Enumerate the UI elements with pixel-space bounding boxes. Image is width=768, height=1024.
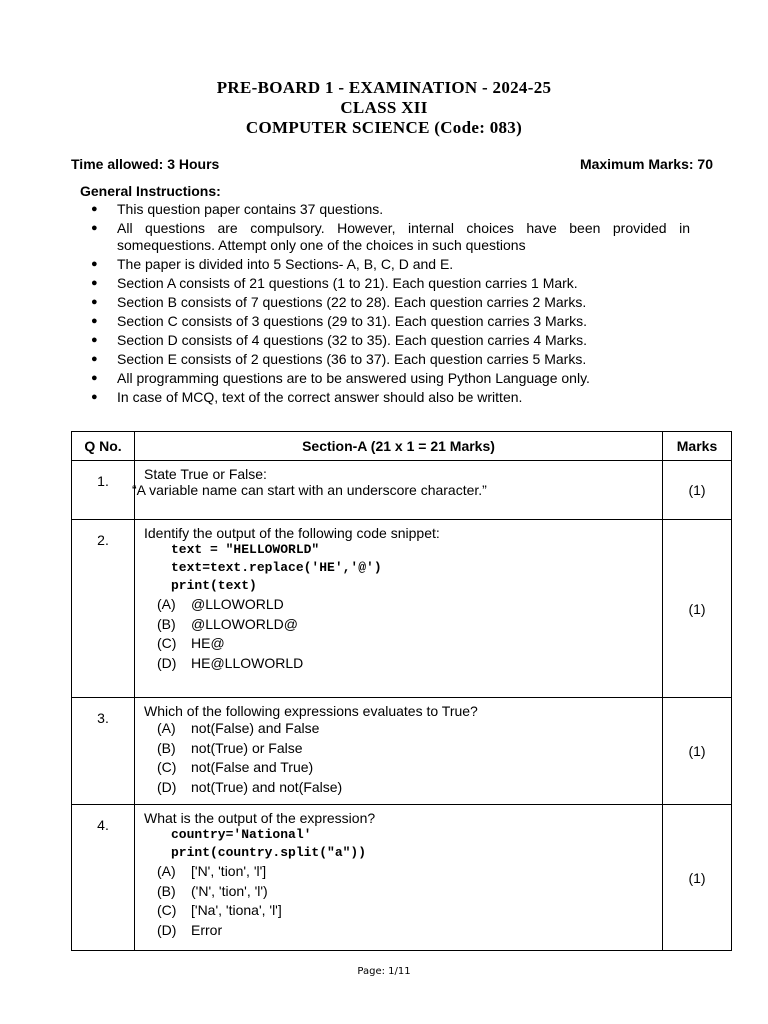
question-body	[135, 698, 663, 805]
code-line: text=text.replace('HE','@')	[171, 560, 382, 575]
option	[144, 901, 654, 921]
option-text: HE@LLOWORLD	[191, 654, 304, 671]
class-title: CLASS XII	[340, 98, 428, 117]
question-row-3	[72, 698, 732, 805]
option-text: Error	[191, 921, 223, 938]
question-marks: (1)	[663, 461, 732, 520]
option-text: ['Na', 'tiona', 'l']	[191, 902, 282, 918]
question-number: 1.	[72, 461, 135, 520]
section-header: Section-A (21 x 1 = 21 Marks)	[135, 432, 663, 461]
question-text: Which of the following expressions evaluates to True?	[144, 703, 478, 719]
question-table	[71, 431, 732, 951]
option-label: (A)	[157, 720, 176, 736]
question-marks: (1)	[663, 520, 732, 698]
question-marks: (1)	[663, 698, 732, 805]
maximum-marks: Maximum Marks: 70	[579, 156, 713, 172]
question-number: 3.	[72, 698, 135, 805]
question-text: State True or False:	[144, 466, 267, 482]
question-number: 4.	[72, 805, 135, 951]
instruction-item: ● The paper is divided into 5 Sections- A, B, C, D and E.	[80, 256, 690, 273]
question-marks: (1)	[663, 805, 732, 951]
option-text: @LLOWORLD@	[191, 615, 298, 632]
question-text: Identify the output of the following code snippet:	[144, 525, 440, 541]
instruction-item: ● Section A consists of 21 questions (1 to 21). Each question carries 1 Mark.	[80, 275, 690, 292]
question-row-2	[72, 520, 732, 698]
instruction-item: ● In case of MCQ, text of the correct answer should also be written.	[80, 389, 690, 406]
option	[144, 758, 654, 778]
table-header-row	[72, 432, 732, 461]
option-text: ('N', 'tion', 'l')	[191, 882, 268, 899]
exam-title: PRE-BOARD 1 - EXAMINATION - 2024-25	[216, 78, 552, 97]
question-body	[135, 520, 663, 698]
question-row-1	[72, 461, 732, 520]
qno-header: Q No.	[72, 432, 135, 461]
question-number: 2.	[72, 520, 135, 698]
option-label: (A)	[157, 596, 176, 612]
option	[144, 882, 654, 902]
option-label: (B)	[157, 615, 176, 632]
option-label: (C)	[157, 759, 177, 775]
marks-header: Marks	[663, 432, 732, 461]
instructions-title: General Instructions:	[80, 183, 221, 199]
option-text: not(True) and not(False)	[191, 778, 343, 795]
option-text: @LLOWORLD	[191, 596, 284, 612]
question-body	[132, 461, 663, 520]
code-line: print(country.split("a"))	[171, 845, 367, 860]
subject-title: COMPUTER SCIENCE (Code: 083)	[245, 118, 523, 137]
instruction-item: ● Section E consists of 2 questions (36 to 37). Each question carries 5 Marks.	[80, 351, 690, 368]
code-line: country='National'	[171, 827, 312, 842]
time-allowed: Time allowed: 3 Hours	[71, 156, 220, 172]
option	[144, 634, 654, 654]
instruction-item: ● Section C consists of 3 questions (29 to 31). Each question carries 3 Marks.	[80, 313, 690, 330]
page-number: Page: 1/11	[357, 966, 411, 977]
option	[144, 595, 654, 615]
option-text: ['N', 'tion', 'l']	[191, 863, 267, 879]
question-row-4	[72, 805, 732, 951]
option-label: (B)	[157, 882, 176, 899]
option-label: (A)	[157, 863, 176, 879]
question-text: What is the output of the expression?	[144, 810, 376, 826]
option-label: (C)	[157, 635, 177, 651]
option	[144, 654, 654, 674]
option-text: HE@	[191, 635, 225, 651]
option-label: (C)	[157, 902, 177, 918]
option-label: (B)	[157, 739, 176, 756]
option-text: not(False) and False	[191, 720, 320, 736]
question-statement: “A variable name can start with an underscore character.”	[132, 482, 487, 498]
option-text: not(True) or False	[191, 739, 303, 756]
option	[144, 719, 654, 739]
question-body	[135, 805, 663, 951]
code-line: print(text)	[171, 578, 257, 593]
code-line: text = "HELLOWORLD"	[171, 542, 320, 557]
option-label: (D)	[157, 654, 177, 671]
option-label: (D)	[157, 778, 177, 795]
option	[144, 862, 654, 882]
instruction-item: ● All programming questions are to be answered using Python Language only.	[80, 370, 690, 387]
option	[144, 921, 654, 941]
option	[144, 615, 654, 635]
instruction-item: ● All questions are compulsory. However, internal choices have been provided in somequestions. Attempt only one of the choices in such questions	[80, 220, 690, 254]
option	[144, 739, 654, 759]
general-instructions	[80, 183, 690, 408]
option	[144, 778, 654, 798]
option-label: (D)	[157, 921, 177, 938]
option-text: not(False and True)	[191, 759, 314, 775]
instruction-item: ● This question paper contains 37 questions.	[80, 201, 690, 218]
instruction-item: ● Section D consists of 4 questions (32 to 35). Each question carries 4 Marks.	[80, 332, 690, 349]
instruction-item: ● Section B consists of 7 questions (22 to 28). Each question carries 2 Marks.	[80, 294, 690, 311]
instructions-list	[80, 201, 690, 406]
